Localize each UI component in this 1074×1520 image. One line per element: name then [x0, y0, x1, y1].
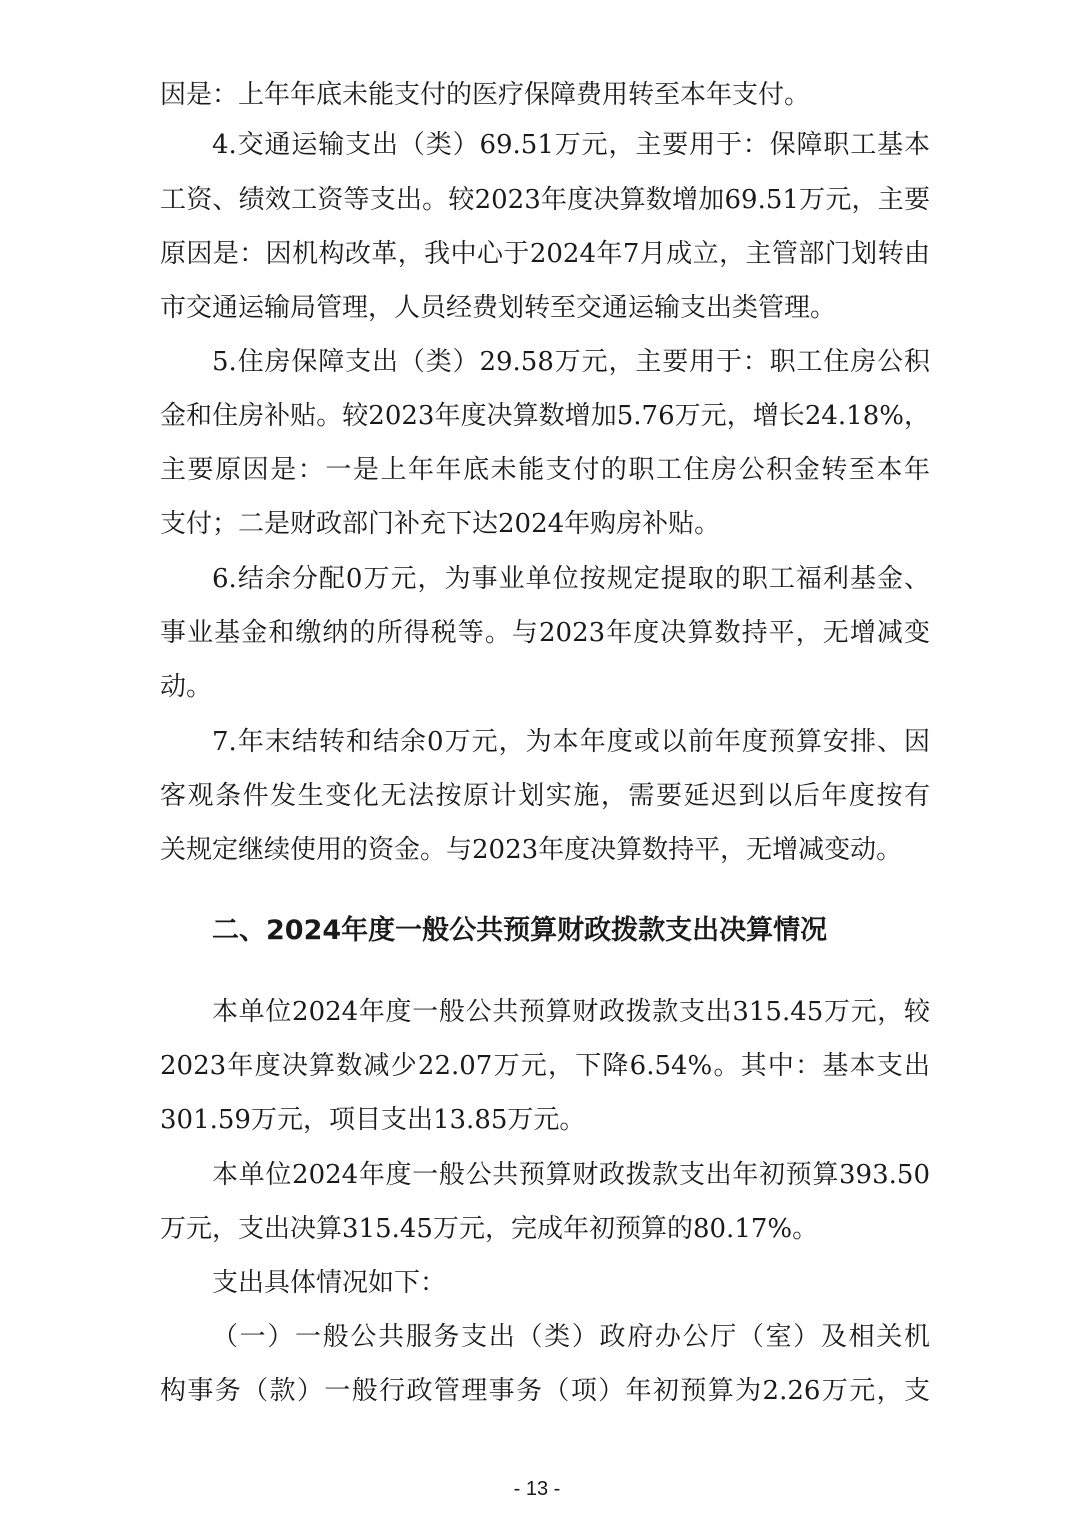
text-line: 2023年度决算数减少22.07万元，下降6.54%。其中：基本支出 [160, 1051, 930, 1081]
text-line: 主要原因是：一是上年年底未能支付的职工住房公积金转至本年 [160, 455, 930, 485]
text-line: 构事务（款）一般行政管理事务（项）年初预算为2.26万元，支 [160, 1376, 930, 1406]
text-line: 金和住房补贴。较2023年度决算数增加5.76万元，增长24.18%， [160, 401, 930, 431]
text-line: 市交通运输局管理，人员经费划转至交通运输支出类管理。 [160, 293, 837, 323]
text-line: 301.59万元，项目支出13.85万元。 [160, 1105, 586, 1135]
section-heading: 二、2024年度一般公共预算财政拨款支出决算情况 [212, 915, 828, 946]
text-line: 7.年末结转和结余0万元，为本年度或以前年度预算安排、因 [212, 727, 930, 757]
text-line: 本单位2024年度一般公共预算财政拨款支出年初预算393.50 [212, 1160, 930, 1190]
text-line: 4.交通运输支出（类）69.51万元，主要用于：保障职工基本 [212, 130, 930, 160]
text-line: （一）一般公共服务支出（类）政府办公厅（室）及相关机 [212, 1322, 930, 1352]
page-number: - 13 - [513, 1478, 561, 1500]
text-line: 关规定继续使用的资金。与2023年度决算数持平，无增减变动。 [160, 835, 903, 865]
text-line: 本单位2024年度一般公共预算财政拨款支出315.45万元，较 [212, 997, 930, 1027]
text-line: 动。 [160, 672, 213, 702]
text-line: 原因是：因机构改革，我中心于2024年7月成立，主管部门划转由 [160, 239, 930, 269]
text-line: 万元，支出决算315.45万元，完成年初预算的80.17%。 [160, 1214, 819, 1244]
text-line: 事业基金和缴纳的所得税等。与2023年度决算数持平，无增减变 [160, 618, 930, 648]
text-line: 因是：上年年底未能支付的医疗保障费用转至本年支付。 [160, 80, 811, 110]
text-line: 工资、绩效工资等支出。较2023年度决算数增加69.51万元，主要 [160, 185, 930, 215]
text-line: 支付；二是财政部门补充下达2024年购房补贴。 [160, 509, 721, 539]
text-line: 客观条件发生变化无法按原计划实施，需要延迟到以后年度按有 [160, 781, 930, 811]
text-line: 6.结余分配0万元，为事业单位按规定提取的职工福利基金、 [212, 564, 930, 594]
text-line: 5.住房保障支出（类）29.58万元，主要用于：职工住房公积 [212, 347, 930, 377]
text-line: 支出具体情况如下： [212, 1268, 447, 1298]
